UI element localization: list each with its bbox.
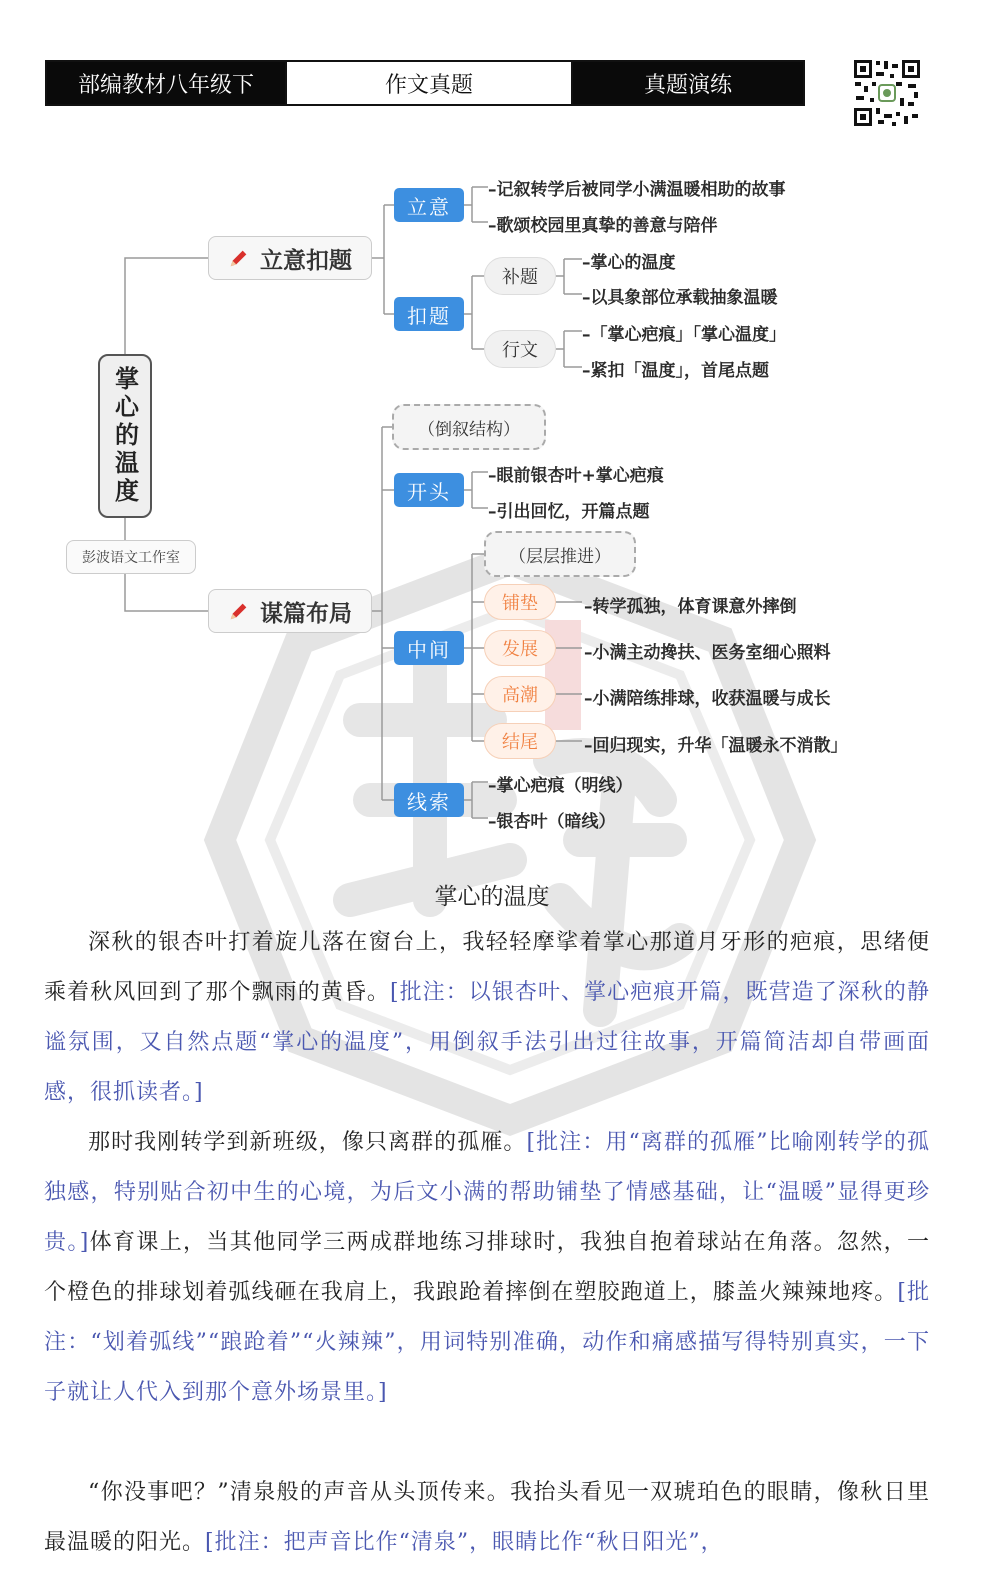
pencil-icon: [228, 247, 250, 269]
node-buti: 补题: [484, 257, 556, 295]
leaf-liyi-2: –歌颂校园里真挚的善意与陪伴: [488, 216, 718, 236]
leaf-stage-ending: –回归现实，升华「温暖永不消散」: [584, 736, 848, 756]
annotation-4: [批注：把声音比作“清泉”，眼睛比作“秋日阳光”，: [205, 1530, 724, 1555]
node-opening: 开头: [394, 473, 464, 507]
annotation-3: [批注：“划着弧线”“踉跄着”“火辣辣”，用词特别准确，动作和痛感描写得特别真实，一下子就让人代入到那个意外场景里。]: [44, 1280, 930, 1405]
article-title: 掌心的温度: [434, 884, 550, 910]
node-liyi: 立意: [394, 188, 464, 222]
leaf-opening-2: –引出回忆，开篇点题: [488, 502, 650, 522]
studio-label: 彭波语文工作室: [66, 540, 196, 574]
node-middle: 中间: [394, 631, 464, 665]
leaf-buti-2: –以具象部位承载抽象温暖: [582, 288, 778, 308]
header-section: 真题演练: [573, 62, 803, 104]
leaf-stage-setup: –转学孤独，体育课意外摔倒: [584, 597, 797, 617]
node-stage-setup: 铺垫: [484, 584, 556, 620]
leaf-stage-climax: –小满陪练排球，收获温暖与成长: [584, 689, 831, 709]
node-clue: 线索: [394, 783, 464, 817]
annotation-2: [批注：用“离群的孤雁”比喻刚转学的孤独感，特别贴合初中生的心境，为后文小满的帮助铺垫了情感基础，让“温暖”显得更珍贵。]: [44, 1130, 930, 1255]
annotation-1: [批注：以银杏叶、掌心疤痕开篇，既营造了深秋的静谧氛围，又自然点题“掌心的温度”，用倒叙手法引出过往故事，开篇简洁却自带画面感，很抓读者。]: [44, 980, 930, 1105]
header-category: 作文真题: [285, 62, 573, 104]
node-stage-ending: 结尾: [484, 723, 556, 759]
branch-theme: [208, 236, 372, 280]
leaf-stage-development: –小满主动搀扶、医务室细心照料: [584, 643, 831, 663]
branch-theme-label: 立意扣题: [260, 247, 352, 274]
node-progression: （层层推进）: [484, 531, 636, 577]
branch-structure-label: 谋篇布局: [260, 600, 352, 627]
paragraph-3: [44, 1468, 930, 1568]
paragraph-2: [44, 1118, 930, 1418]
mind-map-root: 掌心的温度: [98, 354, 152, 518]
node-xingwen: 行文: [484, 330, 556, 368]
pencil-icon: [228, 600, 250, 622]
paragraph-2-text-b: 体育课上，当其他同学三两成群地练习排球时，我独自抱着球站在角落。忽然，一个橙色的排球划着弧线砸在我肩上，我踉跄着摔倒在塑胶跑道上，膝盖火辣辣地疼。: [44, 1230, 930, 1305]
leaf-xingwen-2: –紧扣「温度」，首尾点题: [582, 361, 769, 381]
paragraph-2-text-a: 那时我刚转学到新班级，像只离群的孤雁。: [88, 1130, 527, 1155]
leaf-xingwen-1: –「掌心疤痕」「掌心温度」: [582, 325, 786, 345]
leaf-buti-1: –掌心的温度: [582, 253, 676, 273]
leaf-liyi-1: –记叙转学后被同学小满温暖相助的故事: [488, 180, 786, 200]
node-stage-development: 发展: [484, 630, 556, 666]
header-grade: 部编教材八年级下: [47, 62, 285, 104]
leaf-clue-1: –掌心疤痕（明线）: [488, 776, 633, 796]
node-stage-climax: 高潮: [484, 676, 556, 712]
paragraph-3-text: “你没事吧？”清泉般的声音从头顶传来。我抬头看见一双琥珀色的眼睛，像秋日里最温暖的阳光。: [44, 1480, 930, 1555]
paragraph-1-text: 深秋的银杏叶打着旋儿落在窗台上，我轻轻摩挲着掌心那道月牙形的疤痕，思绪便乘着秋风回到了那个飘雨的黄昏。: [44, 930, 930, 1005]
node-flashback: （倒叙结构）: [392, 404, 546, 450]
node-kouti: 扣题: [394, 297, 464, 331]
paragraph-1: [44, 918, 930, 1118]
leaf-opening-1: –眼前银杏叶+掌心疤痕: [488, 466, 664, 486]
leaf-clue-2: –银杏叶（暗线）: [488, 812, 616, 832]
branch-structure: [208, 589, 372, 633]
